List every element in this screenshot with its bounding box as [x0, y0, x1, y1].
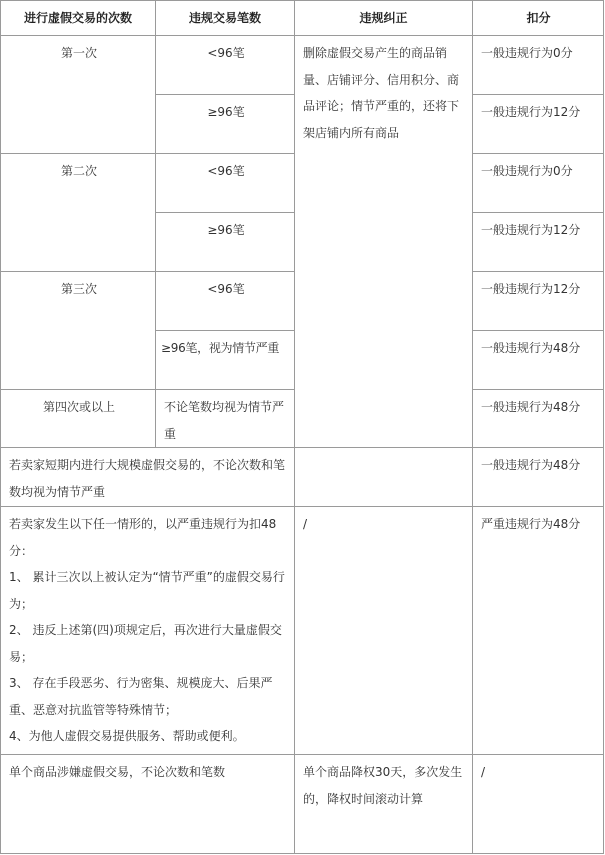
header-deduction: 扣分 — [472, 0, 604, 35]
row-fourth-score: 一般违规行为48分 — [472, 389, 604, 447]
severe-item-1: 1、 累计三次以上被认定为“情节严重”的虚假交易行为； — [9, 570, 285, 611]
row-large-scale-correction — [294, 447, 472, 506]
row-severe-score: 严重违规行为48分 — [472, 506, 604, 754]
row-single-item-correction: 单个商品降权30天，多次发生的，降权时间滚动计算 — [294, 754, 472, 854]
row-single-item-score: / — [472, 754, 604, 854]
row-severe-correction: / — [294, 506, 472, 754]
row-second-score-above: 一般违规行为12分 — [472, 212, 604, 271]
row-third-count-below: <96笔 — [155, 271, 294, 330]
severe-item-3: 3、 存在手段恶劣、行为密集、规模庞大、后果严重、恶意对抗监管等特殊情节； — [9, 676, 273, 717]
header-transaction-count: 违规交易笔数 — [155, 0, 294, 35]
row-first-score-above: 一般违规行为12分 — [472, 94, 604, 153]
severe-item-4: 4、为他人虚假交易提供服务、帮助或便利。 — [9, 729, 245, 743]
severe-intro: 若卖家发生以下任一情形的，以严重违规行为扣48分： — [9, 517, 277, 558]
row-first-count-below: <96笔 — [155, 35, 294, 94]
row-fourth-count: 不论笔数均视为情节严重 — [155, 389, 294, 447]
correction-merged: 删除虚假交易产生的商品销量、店铺评分、信用积分、商品评论；情节严重的，还将下架店铺内所有商品 — [294, 35, 472, 447]
row-single-item-text: 单个商品涉嫌虚假交易，不论次数和笔数 — [0, 754, 294, 854]
row-first-count-above: ≥96笔 — [155, 94, 294, 153]
row-third-count-above: ≥96笔，视为情节严重 — [155, 330, 294, 389]
row-large-scale-score: 一般违规行为48分 — [472, 447, 604, 506]
table-border-right — [603, 0, 604, 853]
severe-item-2: 2、 违反上述第(四)项规定后，再次进行大量虚假交易； — [9, 623, 282, 664]
row-second-count-above: ≥96笔 — [155, 212, 294, 271]
row-third-score-below: 一般违规行为12分 — [472, 271, 604, 330]
row-third-label: 第三次 — [0, 271, 155, 389]
row-large-scale-text: 若卖家短期内进行大规模虚假交易的，不论次数和笔数均视为情节严重 — [0, 447, 294, 506]
row-first-score-below: 一般违规行为0分 — [472, 35, 604, 94]
header-violation-count: 进行虚假交易的次数 — [0, 0, 155, 35]
row-fourth-label: 第四次或以上 — [0, 389, 155, 447]
row-second-label: 第二次 — [0, 153, 155, 271]
row-second-score-below: 一般违规行为0分 — [472, 153, 604, 212]
row-severe-text — [0, 506, 294, 754]
table-border-bottom — [0, 853, 604, 854]
row-first-label: 第一次 — [0, 35, 155, 153]
row-second-count-below: <96笔 — [155, 153, 294, 212]
row-third-score-above: 一般违规行为48分 — [472, 330, 604, 389]
header-correction: 违规纠正 — [294, 0, 472, 35]
